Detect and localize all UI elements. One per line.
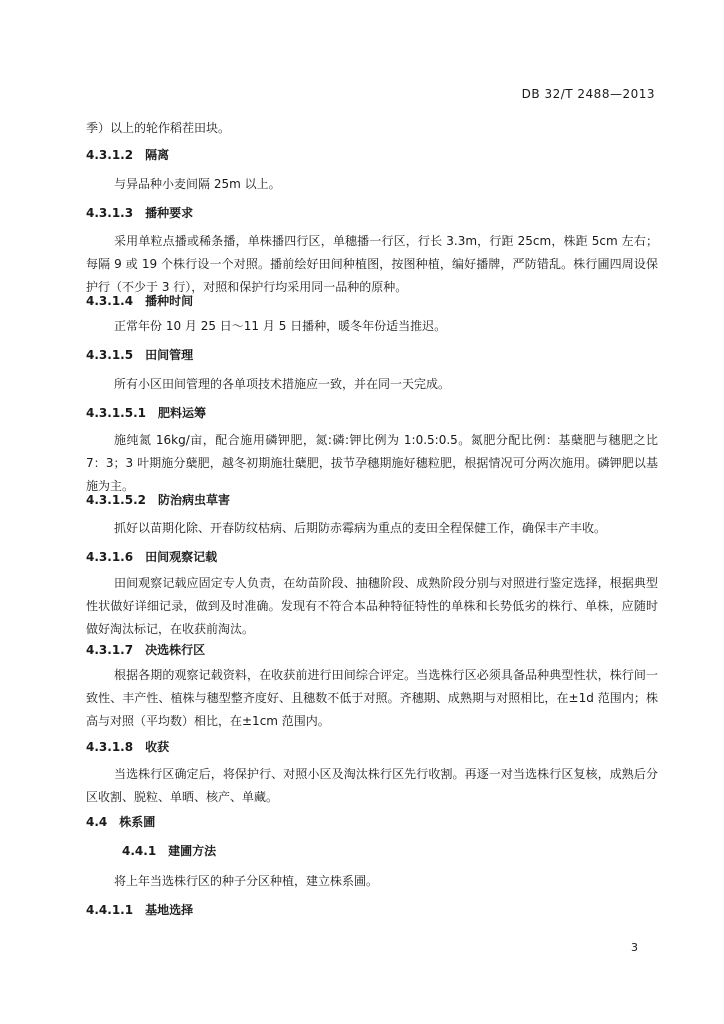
page-number: 3 <box>631 941 638 954</box>
section-number: 4.3.1.8 <box>86 740 134 754</box>
section-number: 4.3.1.5.1 <box>86 406 146 420</box>
paragraph: 与异品种小麦间隔 25m 以上。 <box>114 177 281 191</box>
paragraph: 田间观察记载应固定专人负责，在幼苗阶段、抽穗阶段、成熟阶段分别与对照进行鉴定选择，根据典型性状做好详细记录，做到及时准确。发现有不符合本品种特征特性的单株和长势低劣的株行、单株，应随时做好淘汰标记，在收获前淘汰。 <box>86 576 658 636</box>
section-heading <box>122 843 216 859</box>
page-header-code: DB 32/T 2488—2013 <box>521 87 655 101</box>
section-title: 播种时间 <box>145 294 194 308</box>
section-heading <box>86 902 193 918</box>
section-title: 株系圃 <box>119 815 156 829</box>
paragraph: 季）以上的轮作稻茬田块。 <box>86 121 231 135</box>
section-title: 隔离 <box>145 148 170 162</box>
section-title: 田间观察记载 <box>145 550 218 564</box>
section-number: 4.3.1.3 <box>86 206 134 220</box>
paragraph: 将上年当选株行区的种子分区种植，建立株系圃。 <box>114 874 379 888</box>
section-title: 收获 <box>145 740 170 754</box>
section-number: 4.3.1.6 <box>86 550 134 564</box>
paragraph: 根据各期的观察记载资料，在收获前进行田间综合评定。当选株行区必须具备品种典型性状，株行间一致性、丰产性、植株与穗型整齐度好、且穗数不低于对照。齐穗期、成熟期与对照相比，在±1d 范围内；株高与对照（平均数）相比，在±1cm 范围内。 <box>86 668 658 728</box>
section-heading <box>86 293 193 309</box>
section-title: 播种要求 <box>145 206 194 220</box>
section-heading <box>86 492 230 508</box>
section-number: 4.3.1.2 <box>86 148 134 162</box>
section-heading <box>86 642 205 658</box>
section-heading <box>86 347 193 363</box>
section-number: 4.4 <box>86 815 108 829</box>
section-number: 4.4.1 <box>122 844 157 858</box>
section-heading <box>86 405 206 421</box>
section-number: 4.3.1.7 <box>86 643 134 657</box>
paragraph: 抓好以苗期化除、开春防纹枯病、后期防赤霉病为重点的麦田全程保健工作，确保丰产丰收。 <box>114 521 607 535</box>
paragraph: 当选株行区确定后，将保护行、对照小区及淘汰株行区先行收割。再逐一对当选株行区复核，成熟后分区收割、脱粒、单晒、核产、单藏。 <box>86 767 658 804</box>
section-title: 基地选择 <box>145 903 194 917</box>
section-heading <box>86 549 217 565</box>
section-title: 肥料运筹 <box>157 406 206 420</box>
paragraph: 采用单粒点播或稀条播，单株播四行区，单穗播一行区，行长 3.3m，行距 25cm，株距 5cm 左右；每隔 9 或 19 个株行设一个对照。播前绘好田间种植图，按图种植，编好播牌，严防错乱。株行圃四周设保护行（不少于 3 行），对照和保护行均采用同一品种的原种。 <box>86 234 658 294</box>
section-number: 4.3.1.4 <box>86 294 134 308</box>
section-number: 4.3.1.5 <box>86 348 134 362</box>
section-title: 决选株行区 <box>145 643 206 657</box>
section-heading <box>86 147 169 163</box>
section-heading <box>86 814 155 830</box>
section-title: 建圃方法 <box>168 844 217 858</box>
paragraph: 施纯氮 16kg/亩，配合施用磷钾肥，氮:磷:钾比例为 1:0.5:0.5。氮肥分配比例：基蘖肥与穗肥之比 7：3；3 叶期施分蘖肥，越冬初期施壮蘖肥，拔节孕穗期施好穗粒肥，根据情况可分两次施用。磷钾肥以基施为主。 <box>86 433 658 493</box>
section-title: 田间管理 <box>145 348 194 362</box>
section-heading <box>86 205 193 221</box>
section-title: 防治病虫草害 <box>157 493 230 507</box>
section-heading <box>86 739 169 755</box>
paragraph: 正常年份 10 月 25 日～11 月 5 日播种，暖冬年份适当推迟。 <box>114 319 447 333</box>
section-number: 4.3.1.5.2 <box>86 493 146 507</box>
section-number: 4.4.1.1 <box>86 903 134 917</box>
paragraph: 所有小区田间管理的各单项技术措施应一致，并在同一天完成。 <box>114 377 451 391</box>
